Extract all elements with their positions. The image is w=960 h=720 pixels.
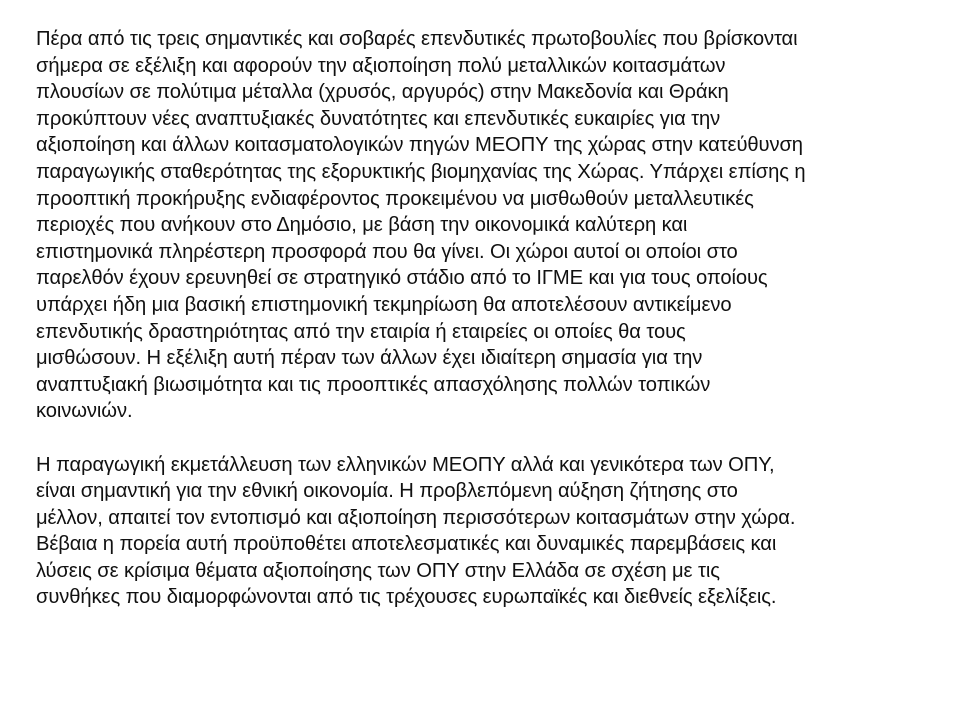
text-line: είναι σημαντική για την εθνική οικονομία. Η προβλεπόμενη αύξηση ζήτησης στο (36, 480, 738, 503)
text-line: Η παραγωγική εκμετάλλευση των ελληνικών ΜΕΟΠΥ αλλά και γενικότερα των ΟΠΥ, (36, 453, 775, 476)
text-line: συνθήκες που διαμορφώνονται από τις τρέχουσες ευρωπαϊκές και διεθνείς εξελίξεις. (36, 586, 777, 609)
text-line: επενδυτικής δραστηριότητας από την εταιρία ή εταιρείες οι οποίες θα τους (36, 320, 686, 343)
text-line: παραγωγικής σταθερότητας της εξορυκτικής βιομηχανίας της Χώρας. Υπάρχει επίσης η (36, 160, 806, 183)
text-line: υπάρχει ήδη μια βασική επιστημονική τεκμηρίωση θα αποτελέσουν αντικείμενο (36, 293, 732, 316)
paragraph-1 (36, 26, 936, 425)
text-line: πλουσίων σε πολύτιμα μέταλλα (χρυσός, αργυρός) στην Μακεδονία και Θράκη (36, 81, 729, 104)
text-line: αναπτυξιακή βιωσιμότητα και τις προοπτικές απασχόλησης πολλών τοπικών (36, 373, 711, 396)
text-body (36, 26, 936, 611)
paragraph-spacer (36, 425, 936, 452)
text-line: μισθώσουν. Η εξέλιξη αυτή πέραν των άλλων έχει ιδιαίτερη σημασία για την (36, 347, 703, 370)
text-line: αξιοποίηση και άλλων κοιτασματολογικών πηγών ΜΕΟΠΥ της χώρας στην κατεύθυνση (36, 134, 803, 157)
text-line: παρελθόν έχουν ερευνηθεί σε στρατηγικό στάδιο από το ΙΓΜΕ και για τους οποίους (36, 267, 768, 290)
text-line: Βέβαια η πορεία αυτή προϋποθέτει αποτελεσματικές και δυναμικές παρεμβάσεις και (36, 533, 777, 556)
text-line: μέλλον, απαιτεί τον εντοπισμό και αξιοποίηση περισσότερων κοιτασμάτων στην χώρα. (36, 506, 796, 529)
text-line: περιοχές που ανήκουν στο Δημόσιο, με βάση την οικονομικά καλύτερη και (36, 214, 688, 237)
text-line: σήμερα σε εξέλιξη και αφορούν την αξιοποίηση πολύ μεταλλικών κοιτασμάτων (36, 54, 726, 77)
text-line: λύσεις σε κρίσιμα θέματα αξιοποίησης των ΟΠΥ στην Ελλάδα σε σχέση με τις (36, 559, 720, 582)
text-line: προοπτική προκήρυξης ενδιαφέροντος προκειμένου να μισθωθούν μεταλλευτικές (36, 187, 754, 210)
text-line: Πέρα από τις τρεις σημαντικές και σοβαρές επενδυτικές πρωτοβουλίες που βρίσκονται (36, 28, 798, 50)
text-line: προκύπτουν νέες αναπτυξιακές δυνατότητες και επενδυτικές ευκαιρίες για την (36, 107, 721, 130)
paragraph-2 (36, 452, 936, 612)
text-line: κοινωνιών. (36, 400, 133, 423)
text-line: επιστημονικά πληρέστερη προσφορά που θα γίνει. Οι χώροι αυτοί οι οποίοι στο (36, 240, 738, 263)
